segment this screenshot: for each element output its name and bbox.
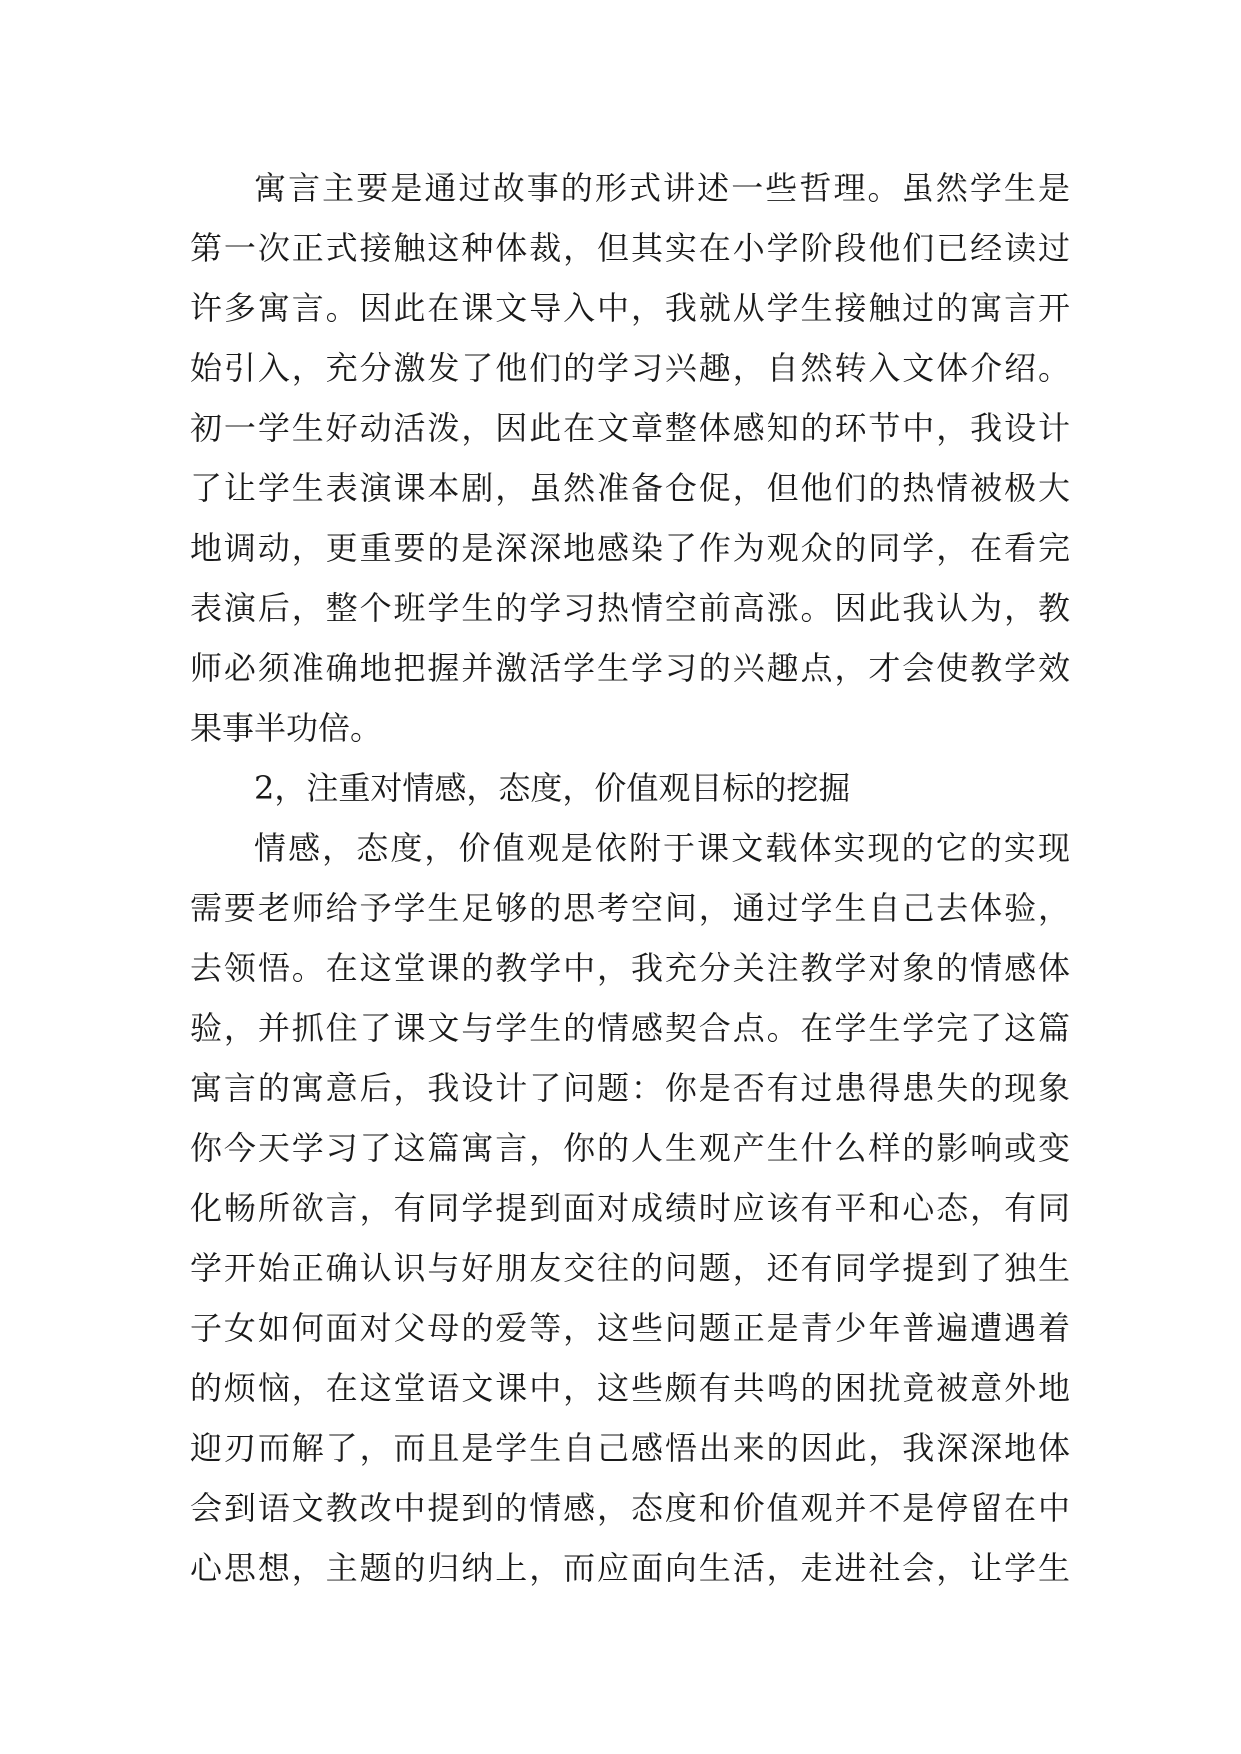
text-line: 心思想，主题的归纳上，而应面向生活，走进社会，让学生 xyxy=(190,1549,1070,1587)
text-line: 许多寓言。因此在课文导入中，我就从学生接触过的寓言开 xyxy=(190,289,1070,327)
section-heading: 2，注重对情感，态度，价值观目标的挖掘 xyxy=(254,769,851,807)
text-line: 验，并抓住了课文与学生的情感契合点。在学生学完了这篇 xyxy=(190,1009,1070,1047)
text-line: 初一学生好动活泼，因此在文章整体感知的环节中，我设计 xyxy=(190,409,1070,447)
text-line: 你今天学习了这篇寓言，你的人生观产生什么样的影响或变 xyxy=(190,1129,1070,1167)
text-line: 始引入，充分激发了他们的学习兴趣，自然转入文体介绍。 xyxy=(190,349,1070,387)
text-line: 地调动，更重要的是深深地感染了作为观众的同学，在看完 xyxy=(190,529,1070,567)
body-text xyxy=(190,158,1070,1598)
text-line: 寓言的寓意后，我设计了问题：你是否有过患得患失的现象 xyxy=(190,1069,1070,1107)
text-line: 了让学生表演课本剧，虽然准备仓促，但他们的热情被极大 xyxy=(190,469,1070,507)
text-line: 需要老师给予学生足够的思考空间，通过学生自己去体验， xyxy=(190,889,1070,927)
text-line: 子女如何面对父母的爱等，这些问题正是青少年普遍遭遇着 xyxy=(190,1309,1070,1347)
text-line: 情感，态度，价值观是依附于课文载体实现的它的实现 xyxy=(254,829,1070,867)
text-line: 果事半功倍。 xyxy=(190,709,383,747)
text-line: 寓言主要是通过故事的形式讲述一些哲理。虽然学生是 xyxy=(254,169,1070,207)
text-line: 的烦恼，在这堂语文课中，这些颇有共鸣的困扰竟被意外地 xyxy=(190,1369,1070,1407)
text-line: 学开始正确认识与好朋友交往的问题，还有同学提到了独生 xyxy=(190,1249,1070,1287)
text-line: 会到语文教改中提到的情感，态度和价值观并不是停留在中 xyxy=(190,1489,1070,1527)
text-line: 去领悟。在这堂课的教学中，我充分关注教学对象的情感体 xyxy=(190,949,1070,987)
text-line: 第一次正式接触这种体裁，但其实在小学阶段他们已经读过 xyxy=(190,229,1070,267)
text-line: 师必须准确地把握并激活学生学习的兴趣点，才会使教学效 xyxy=(190,649,1070,687)
text-line: 化畅所欲言，有同学提到面对成绩时应该有平和心态，有同 xyxy=(190,1189,1070,1227)
text-line: 迎刃而解了，而且是学生自己感悟出来的因此，我深深地体 xyxy=(190,1429,1070,1467)
text-line: 表演后，整个班学生的学习热情空前高涨。因此我认为，教 xyxy=(190,589,1070,627)
